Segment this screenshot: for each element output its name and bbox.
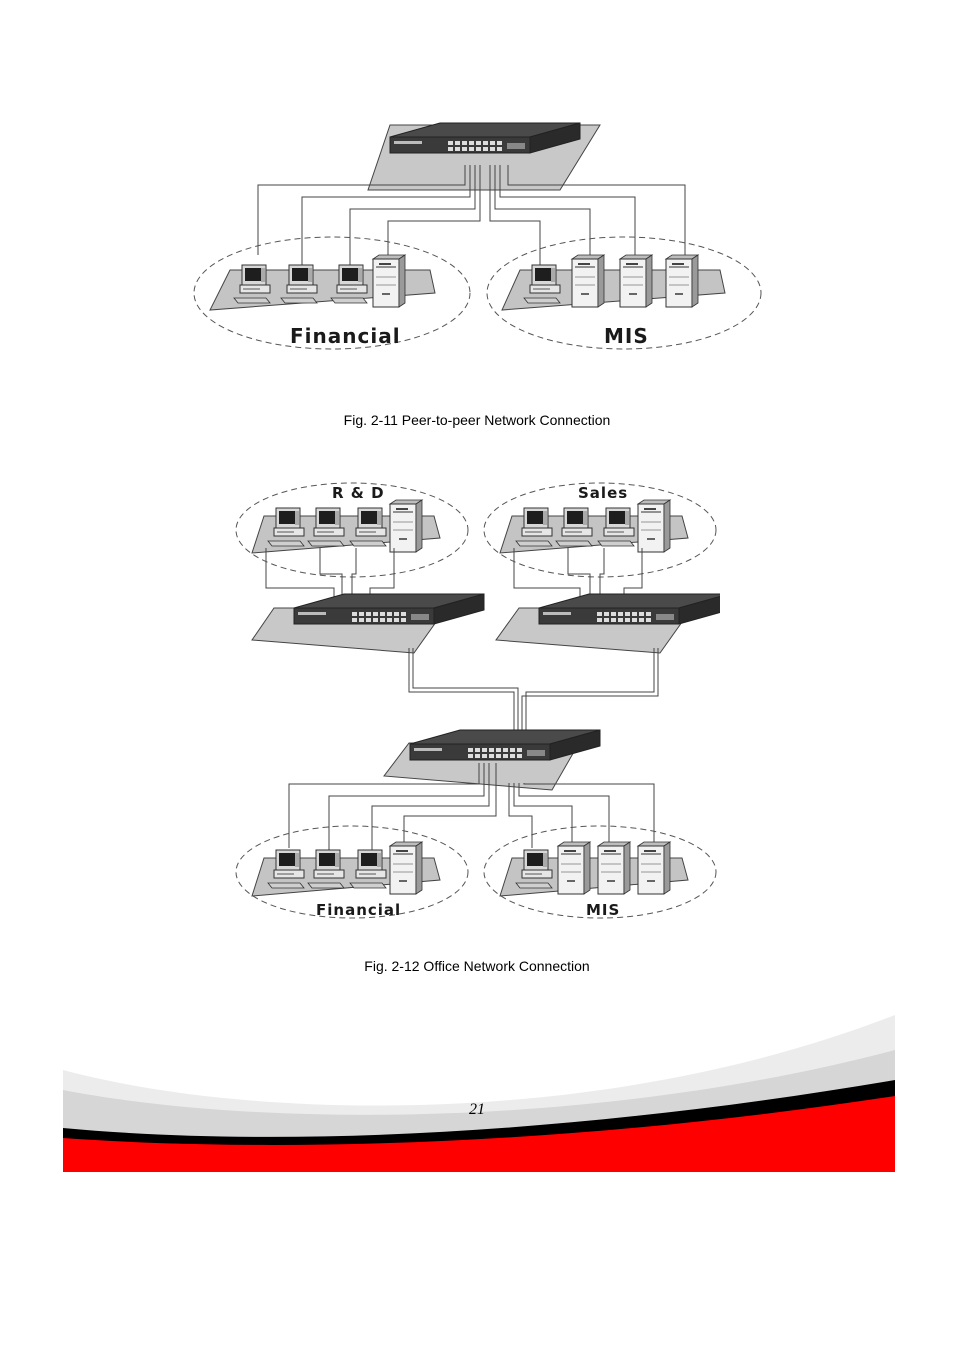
server-icon — [598, 842, 630, 894]
figure-2-caption: Fig. 2-12 Office Network Connection — [364, 958, 590, 974]
sales-label: Sales — [578, 484, 629, 502]
server-icon — [666, 255, 698, 307]
mis-label: MIS — [604, 324, 649, 348]
figure-peer-to-peer-diagram — [190, 105, 765, 355]
figure-1-caption: Fig. 2-11 Peer-to-peer Network Connection — [343, 412, 611, 428]
mis-label: MIS — [586, 901, 621, 919]
server-icon — [638, 842, 670, 894]
server-icon — [558, 842, 590, 894]
figure-office-network-diagram — [234, 478, 720, 923]
switch-icon — [294, 594, 484, 624]
server-icon — [572, 255, 604, 307]
page-number: 21 — [469, 1101, 485, 1118]
server-icon — [390, 500, 422, 552]
server-icon — [638, 500, 670, 552]
server-icon — [390, 842, 422, 894]
financial-label: Financial — [316, 901, 402, 919]
footer-swoosh — [0, 1010, 954, 1175]
server-icon — [620, 255, 652, 307]
switch-icon — [539, 594, 720, 624]
financial-label: Financial — [290, 324, 401, 348]
rnd-label: R & D — [332, 484, 385, 502]
server-icon — [373, 255, 405, 307]
